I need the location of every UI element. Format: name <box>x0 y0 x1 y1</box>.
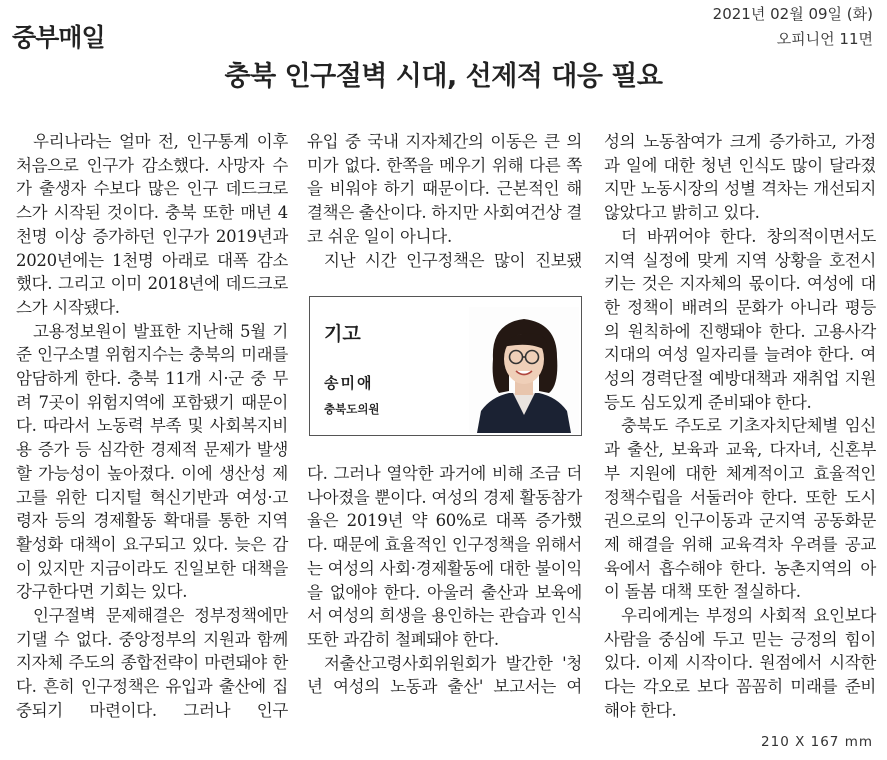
article-column-1 <box>16 130 288 723</box>
issue-section: 오피니언 11면 <box>776 30 873 48</box>
article-column-2-top <box>307 130 582 272</box>
paragraph: 성의 노동참여가 크게 증가하고, 가정과 일에 대한 청년 인식도 많이 달라졌지만 노동시장의 성별 격차는 개선되지 않았다고 밝히고 있다. <box>604 132 876 223</box>
paragraph: 인구절벽 문제해결은 정부정책에만 기댈 수 없다. 중앙정부의 지원과 함께 지자체 주도의 종합전략이 마련돼야 한다. 흔히 인구정책은 유입과 출산에 집중되기 마련이다. 그러나 인구 <box>16 606 288 720</box>
author-affiliation: 충북도의원 <box>324 402 380 416</box>
paragraph: 우리에게는 부정의 사회적 요인보다 사람을 중심에 두고 믿는 긍정의 힘이 있다. 이제 시작이다. 원점에서 시작한다는 각오로 보다 꼼꼼히 미래를 준비해야 한다. <box>604 606 876 720</box>
paragraph: 고용정보원이 발표한 지난해 5월 기준 인구소멸 위험지수는 충북의 미래를 암담하게 한다. 충북 11개 시·군 중 무려 7곳이 위험지역에 포함됐기 때문이다. 따라서 노동력 부족 및 사회복지비용 증가 등 심각한 경제적 문제가 발생할 가능성이 높아졌다. 이에 생산성 제고를 위한 디지털 혁신기반과 여성·고령자 등의 경제활동 확대를 통한 지역 활성화 대책이 요구되고 있다. 늦은 감이 있지만 지금이라도 진일보한 대책을 강구한다면 기회는 있다. <box>16 321 288 602</box>
clipping-dimensions: 210 X 167 mm <box>761 734 873 750</box>
paragraph: 다. 그러나 열악한 과거에 비해 조금 더 나아졌을 뿐이다. 여성의 경제 활동참가율은 2019년 약 60%로 대폭 증가했다. 때문에 효율적인 인구정책을 위해서는 여성의 사회·경제활동에 대한 불이익을 없애야 한다. 아울러 출산과 보육에서 여성의 희생을 용인하는 관습과 인식 또한 과감히 철폐돼야 한다. <box>307 464 582 649</box>
byline-type: 기고 <box>324 323 361 345</box>
byline-box <box>309 296 582 436</box>
paragraph: 충북도 주도로 기초자치단체별 임신과 출산, 보육과 교육, 다자녀, 신혼부부 지원에 대한 체계적이고 효율적인 정책수립을 서둘러야 한다. 또한 도시권으로의 인구이동과 군지역 공동화문제 해결을 위해 교육격차 우려를 공교육에서 흡수해야 한다. 농촌지역의 아이 돌봄 대책 또한 절실하다. <box>604 416 876 602</box>
paragraph: 지난 시간 인구정책은 많이 진보됐 <box>324 250 582 270</box>
issue-meta <box>713 2 873 52</box>
author-name: 송미애 <box>324 374 374 392</box>
newspaper-logo: 중부매일 <box>12 23 105 52</box>
article-column-3 <box>604 130 876 723</box>
paragraph: 우리나라는 얼마 전, 인구통계 이후 처음으로 인구가 감소했다. 사망자 수가 출생자 수보다 많은 인구 데드크로스가 시작된 것이다. 충북 또한 매년 4천명 이상 증가하던 인구가 2019년과 2020년에는 1천명 아래로 대폭 감소했다. 그리고 이미 2018년에 데드크로스가 시작됐다. <box>16 132 288 317</box>
paragraph: 더 바뀌어야 한다. 창의적이면서도 지역 실정에 맞게 지역 상황을 호전시키는 것은 지자체의 몫이다. 여성에 대한 정책이 배려의 문화가 아니라 평등의 원칙하에 진행돼야 한다. 고용사각지대의 여성 일자리를 늘려야 한다. 여성의 경력단절 예방대책과 재취업 지원 등도 심도있게 준비돼야 한다. <box>604 226 876 412</box>
paragraph: 저출산고령사회위원회가 발간한 '청년 여성의 노동과 출산' 보고서는 여 <box>307 653 582 697</box>
paragraph: 유입 중 국내 지자체간의 이동은 큰 의미가 없다. 한쪽을 메우기 위해 다른 쪽을 비워야 하기 때문이다. 근본적인 해결책은 출산이다. 하지만 사회여건상 결코 쉬운 일이 아니다. <box>307 132 582 246</box>
article-headline: 충북 인구절벽 시대, 선제적 대응 필요 <box>224 61 663 92</box>
issue-date: 2021년 02월 09일 (화) <box>712 5 873 23</box>
article-column-2-bottom <box>307 462 582 699</box>
author-photo-icon <box>469 307 579 433</box>
